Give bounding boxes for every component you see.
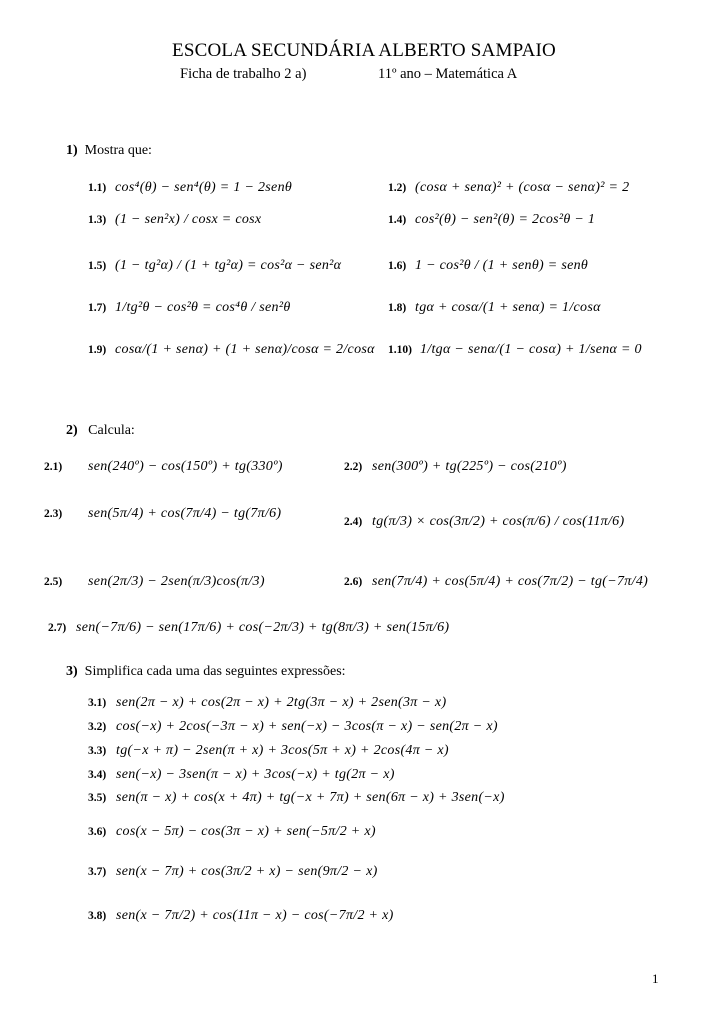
item-label: 2.1) <box>44 461 63 473</box>
section-title: Calcula: <box>88 423 135 438</box>
section-number: 3) <box>66 664 78 679</box>
section-3-heading <box>66 664 346 680</box>
item-label: 3.1) <box>88 697 107 709</box>
item-expression: 1 − cos²θ / (1 + senθ) = senθ <box>415 258 589 273</box>
item-expression: cos(−x) + 2cos(−3π − x) + sen(−x) − 3cos(π − x) − sen(2π − x) <box>116 719 498 734</box>
item-expression: sen(−x) − 3sen(π − x) + 3cos(−x) + tg(2π − x) <box>116 767 395 782</box>
school-title: ESCOLA SECUNDÁRIA ALBERTO SAMPAIO <box>172 40 556 61</box>
grade-subject: 11º ano – Matemática A <box>378 66 518 82</box>
item-expression: (1 − sen²x) / cosx = cosx <box>115 212 262 227</box>
item-label: 3.7) <box>88 866 107 878</box>
section-number: 2) <box>66 423 78 438</box>
item-label: 3.2) <box>88 721 107 733</box>
item-label: 1.4) <box>388 214 407 226</box>
section-1-heading <box>66 143 152 159</box>
item-label: 3.3) <box>88 745 107 757</box>
item-expression: sen(300º) + tg(225º) − cos(210º) <box>372 459 567 474</box>
item-expression: sen(2π − x) + cos(2π − x) + 2tg(3π − x) + 2sen(3π − x) <box>116 695 447 710</box>
item-label: 1.1) <box>88 182 107 194</box>
page-number: 1 <box>652 971 659 986</box>
item-label: 1.2) <box>388 182 407 194</box>
item-label: 1.5) <box>88 260 107 272</box>
item-label: 3.5) <box>88 792 107 804</box>
item-expression: cosα/(1 + senα) + (1 + senα)/cosα = 2/cosα <box>115 342 375 357</box>
item-label: 2.3) <box>44 508 63 520</box>
item-label: 3.6) <box>88 826 107 838</box>
item-label: 2.7) <box>48 622 67 634</box>
item-label: 2.2) <box>344 461 363 473</box>
section-title: Simplifica cada uma das seguintes expressões: <box>84 664 346 679</box>
item-label: 2.4) <box>344 516 363 528</box>
item-expression: sen(−7π/6) − sen(17π/6) + cos(−2π/3) + tg(8π/3) + sen(15π/6) <box>76 620 450 635</box>
item-label: 1.9) <box>88 344 107 356</box>
section-title: Mostra que: <box>84 143 152 158</box>
item-expression: cos(x − 5π) − cos(3π − x) + sen(−5π/2 + x) <box>116 824 376 839</box>
item-expression: sen(5π/4) + cos(7π/4) − tg(7π/6) <box>88 506 282 521</box>
item-label: 3.8) <box>88 910 107 922</box>
item-expression: sen(2π/3) − 2sen(π/3)cos(π/3) <box>88 574 265 589</box>
item-label: 1.3) <box>88 214 107 226</box>
item-expression: sen(240º) − cos(150º) + tg(330º) <box>88 459 283 474</box>
item-expression: (cosα + senα)² + (cosα − senα)² = 2 <box>415 180 630 195</box>
item-expression: 1/tgα − senα/(1 − cosα) + 1/senα = 0 <box>420 342 642 357</box>
item-expression: sen(7π/4) + cos(5π/4) + cos(7π/2) − tg(−7π/4) <box>372 574 649 589</box>
item-expression: tg(−x + π) − 2sen(π + x) + 3cos(5π + x) + 2cos(4π − x) <box>116 743 449 758</box>
item-expression: (1 − tg²α) / (1 + tg²α) = cos²α − sen²α <box>115 258 342 273</box>
section-number: 1) <box>66 143 78 158</box>
item-expression: cos⁴(θ) − sen⁴(θ) = 1 − 2senθ <box>115 180 293 195</box>
item-expression: sen(π − x) + cos(x + 4π) + tg(−x + 7π) + sen(6π − x) + 3sen(−x) <box>116 790 505 805</box>
section-2-heading <box>66 423 135 439</box>
item-label: 1.8) <box>388 302 407 314</box>
item-expression: tgα + cosα/(1 + senα) = 1/cosα <box>415 300 601 315</box>
item-expression: tg(π/3) × cos(3π/2) + cos(π/6) / cos(11π/6) <box>372 514 625 529</box>
item-expression: cos²(θ) − sen²(θ) = 2cos²θ − 1 <box>415 212 596 227</box>
item-label: 1.10) <box>388 344 412 356</box>
item-expression: sen(x − 7π/2) + cos(11π − x) − cos(−7π/2 + x) <box>116 908 394 923</box>
worksheet-title: Ficha de trabalho 2 a) <box>180 66 307 82</box>
item-label: 3.4) <box>88 769 107 781</box>
item-expression: sen(x − 7π) + cos(3π/2 + x) − sen(9π/2 − x) <box>116 864 378 879</box>
item-label: 2.5) <box>44 576 63 588</box>
item-label: 1.6) <box>388 260 407 272</box>
item-label: 2.6) <box>344 576 363 588</box>
item-label: 1.7) <box>88 302 107 314</box>
item-expression: 1/tg²θ − cos²θ = cos⁴θ / sen²θ <box>115 300 291 315</box>
